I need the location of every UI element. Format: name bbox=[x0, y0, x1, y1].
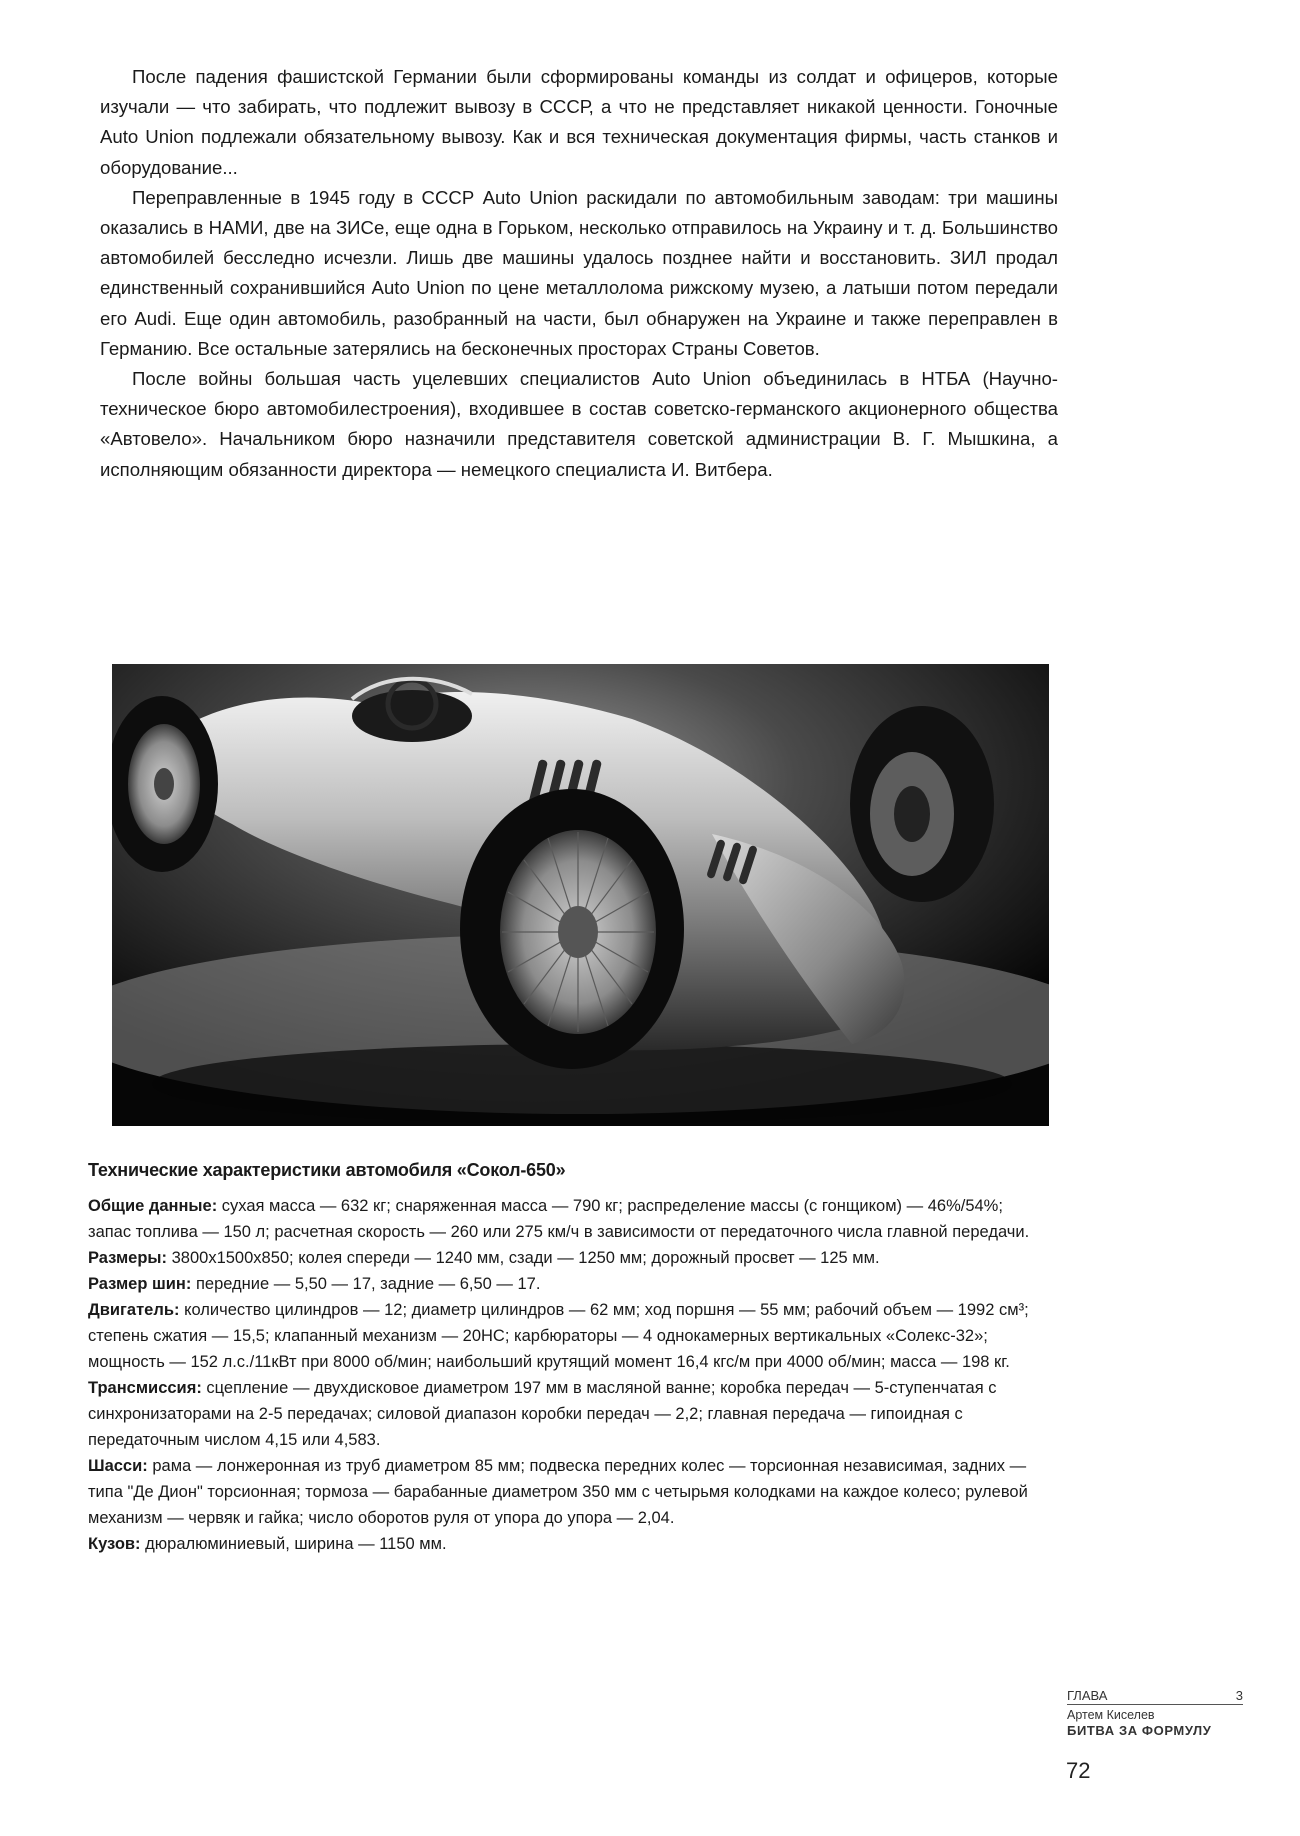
spec-label: Трансмиссия: bbox=[88, 1379, 202, 1397]
rear-left-wheel bbox=[460, 789, 684, 1069]
paragraph-1: После падения фашистской Германии были сформированы команды из солдат и офицеров, которые изучали — что забирать, что подлежит вывозу в СССР, а что не представляет никакой ценности. Гоночные Auto Union подлежали обязательному вывозу. Как и вся техническая документация фирмы, часть станков и оборудование... bbox=[100, 66, 1058, 178]
spec-general bbox=[88, 1193, 1048, 1245]
spec-label: Двигатель: bbox=[88, 1301, 180, 1319]
race-car-illustration bbox=[112, 664, 1049, 1126]
spec-text: передние — 5,50 — 17, задние — 6,50 — 17. bbox=[195, 1275, 541, 1293]
spec-text: количество цилиндров — 12; диаметр цилиндров — 62 мм; ход поршня — 55 мм; рабочий объем — 1992 см³; степень сжатия — 15,5; клапанный механизм — 20НС; карбюраторы — 4 однокамерных вертикальных «Солекс-32»; мощность — 152 л.с./11кВт при 8000 об/мин; наибольший крутящий момент 16,4 кгс/м при 4000 об/мин; масса — 198 кг. bbox=[88, 1301, 1029, 1371]
spec-label: Размер шин: bbox=[88, 1275, 192, 1293]
spec-section bbox=[88, 1160, 1048, 1557]
spec-label: Шасси: bbox=[88, 1457, 148, 1475]
author-name: Артем Киселев bbox=[1067, 1708, 1155, 1722]
spec-engine bbox=[88, 1297, 1048, 1375]
race-car-photo bbox=[112, 664, 1049, 1126]
page-number: 72 bbox=[1066, 1758, 1091, 1783]
rear-right-wheel bbox=[850, 706, 994, 902]
spec-text: сухая масса — 632 кг; снаряженная масса — 790 кг; распределение массы (с гонщиком) — 46%/54%; запас топлива — 150 л; расчетная скорость — 260 или 275 км/ч в зависимости от передаточного числа главной передачи. bbox=[88, 1197, 1030, 1241]
spec-body bbox=[88, 1531, 1048, 1557]
spec-transmission bbox=[88, 1375, 1048, 1453]
spec-text: дюралюминиевый, ширина — 1150 мм. bbox=[145, 1535, 447, 1553]
cockpit bbox=[352, 690, 472, 742]
body-text bbox=[100, 62, 1058, 485]
book-title: БИТВА ЗА ФОРМУЛУ bbox=[1067, 1723, 1212, 1738]
spec-title: Технические характеристики автомобиля «Сокол-650» bbox=[88, 1160, 566, 1180]
spec-dimensions bbox=[88, 1245, 1048, 1271]
paragraph-3: После войны большая часть уцелевших специалистов Auto Union объединилась в НТБА (Научно-техническое бюро автомобилестроения), входившее в состав советско-германского акционерного общества «Автовело». Начальником бюро назначили представителя советской администрации В. Г. Мышкина, а исполняющим обязанности директора — немецкого специалиста И. Витбера. bbox=[100, 368, 1058, 480]
spec-label: Общие данные: bbox=[88, 1197, 218, 1215]
chapter-label: ГЛАВА bbox=[1067, 1688, 1108, 1703]
spec-text: 3800x1500x850; колея спереди — 1240 мм, сзади — 1250 мм; дорожный просвет — 125 мм. bbox=[171, 1249, 880, 1267]
running-footer bbox=[1067, 1688, 1243, 1739]
chapter-line bbox=[1067, 1688, 1243, 1705]
paragraph-2: Переправленные в 1945 году в СССР Auto Union раскидали по автомобильным заводам: три машины оказались в НАМИ, две на ЗИСе, еще одна в Горьком, несколько отправилось на Украину и т. д. Большинство автомобилей бесследно исчезли. Лишь две машины удалось позднее найти и восстановить. ЗИЛ продал единственный сохранившийся Auto Union по цене металлолома рижскому музею, а латыши потом передали его Audi. Еще один автомобиль, разобранный на части, был обнаружен на Украине и также переправлен в Германию. Все остальные затерялись на бесконечных просторах Страны Советов. bbox=[100, 186, 1058, 359]
spec-text: сцепление — двухдисковое диаметром 197 мм в масляной ванне; коробка передач — 5-ступенчатая с синхронизаторами на 2-5 передачах; силовой диапазон коробки передач — 2,2; главная передача — гипоидная с передаточным числом 4,15 или 4,583. bbox=[88, 1379, 997, 1449]
spec-text: рама — лонжеронная из труб диаметром 85 мм; подвеска передних колес — торсионная независимая, задних — типа "Де Дион" торсионная; тормоза — барабанные диаметром 350 мм с четырьмя колодками на каждое колесо; рулевой механизм — червяк и гайка; число оборотов руля от упора до упора — 2,04. bbox=[88, 1457, 1028, 1527]
chapter-number: 3 bbox=[1235, 1688, 1243, 1703]
spec-label: Кузов: bbox=[88, 1535, 141, 1553]
spec-label: Размеры: bbox=[88, 1249, 168, 1267]
spec-chassis bbox=[88, 1453, 1048, 1531]
spec-tyres bbox=[88, 1271, 1048, 1297]
